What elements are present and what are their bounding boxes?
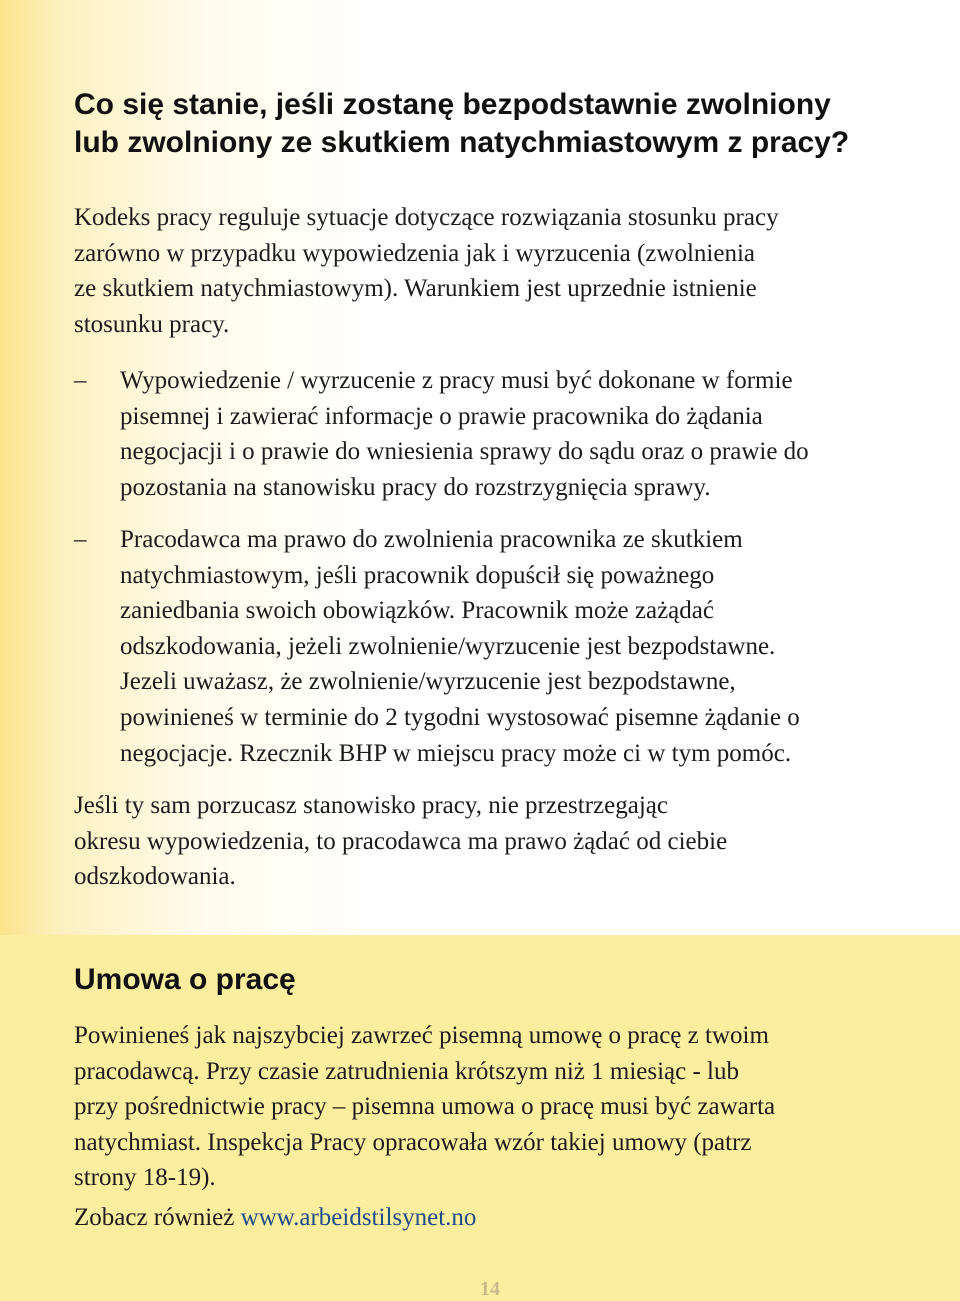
dash-bullet-icon: – <box>74 367 87 394</box>
page-number: 14 <box>480 1278 500 1300</box>
see-also-label: Zobacz również <box>74 1204 241 1231</box>
title-line: Co się stanie, jeśli zostanę bezpodstawnie zwolniony <box>74 88 831 121</box>
bullet-item-written-notice <box>74 363 934 505</box>
intro-paragraph <box>74 200 914 342</box>
text-line: Jezeli uważasz, że zwolnienie/wyrzucenie jest bezpodstawne, <box>120 668 736 696</box>
text-line: stosunku pracy. <box>74 310 230 338</box>
text-line: odszkodowania. <box>74 863 236 891</box>
arbeidstilsynet-link[interactable]: www.arbeidstilsynet.no <box>240 1204 477 1231</box>
text-line: okresu wypowiedzenia, to pracodawca ma prawo żądać od ciebie <box>74 827 728 855</box>
text-line: natychmiastowym, jeśli pracownik dopuścił się poważnego <box>120 561 715 589</box>
quit-paragraph <box>74 788 894 895</box>
text-line: negocjacje. Rzecznik BHP w miejscu pracy może ci w tym pomóc. <box>120 739 792 767</box>
text-line: przy pośrednictwie pracy – pisemna umowa o pracę musi być zawarta <box>74 1093 776 1121</box>
text-line: Pracodawca ma prawo do zwolnienia pracownika ze skutkiem <box>120 526 743 553</box>
bullet-text <box>120 522 934 771</box>
text-line: negocjacji i o prawie do wniesienia sprawy do sądu oraz o prawie do <box>120 438 809 466</box>
section-title-employment-contract: Umowa o pracę <box>74 963 296 996</box>
text-line: Kodeks pracy reguluje sytuacje dotyczące rozwiązania stosunku pracy <box>74 204 779 231</box>
text-line: zaniedbania swoich obowiązków. Pracownik może zażądać <box>120 597 714 625</box>
text-line: Wypowiedzenie / wyrzucenie z pracy musi być dokonane w formie <box>120 367 793 394</box>
text-line: Jeśli ty sam porzucasz stanowisko pracy, nie przestrzegając <box>74 792 668 819</box>
text-line: odszkodowania, jeżeli zwolnienie/wyrzucenie jest bezpodstawne. <box>120 632 776 660</box>
text-line: Powinieneś jak najszybciej zawrzeć pisemną umowę o pracę z twoim <box>74 1022 769 1049</box>
bullet-text <box>120 363 934 505</box>
text-line: pracodawcą. Przy czasie zatrudnienia krótszym niż 1 miesiąc - lub <box>74 1057 740 1085</box>
bullet-item-immediate-dismissal <box>74 522 934 771</box>
text-line: natychmiast. Inspekcja Pracy opracowała wzór takiej umowy (patrz <box>74 1128 752 1156</box>
title-line: lub zwolniony ze skutkiem natychmiastowym z pracy? <box>74 126 850 159</box>
text-line: strony 18-19). <box>74 1164 216 1192</box>
text-line: powinieneś w terminie do 2 tygodni wystosować pisemne żądanie o <box>120 703 800 731</box>
text-line: ze skutkiem natychmiastowym). Warunkiem jest uprzednie istnienie <box>74 275 757 303</box>
dash-bullet-icon: – <box>74 526 87 553</box>
contract-paragraph <box>74 1018 904 1196</box>
section-title-dismissal <box>74 86 924 162</box>
see-also-line <box>74 1200 476 1236</box>
text-line: zarówno w przypadku wypowiedzenia jak i wyrzucenia (zwolnienia <box>74 239 755 267</box>
text-line: pisemnej i zawierać informacje o prawie pracownika do żądania <box>120 402 763 430</box>
text-line: pozostania na stanowisku pracy do rozstrzygnięcia sprawy. <box>120 473 711 501</box>
